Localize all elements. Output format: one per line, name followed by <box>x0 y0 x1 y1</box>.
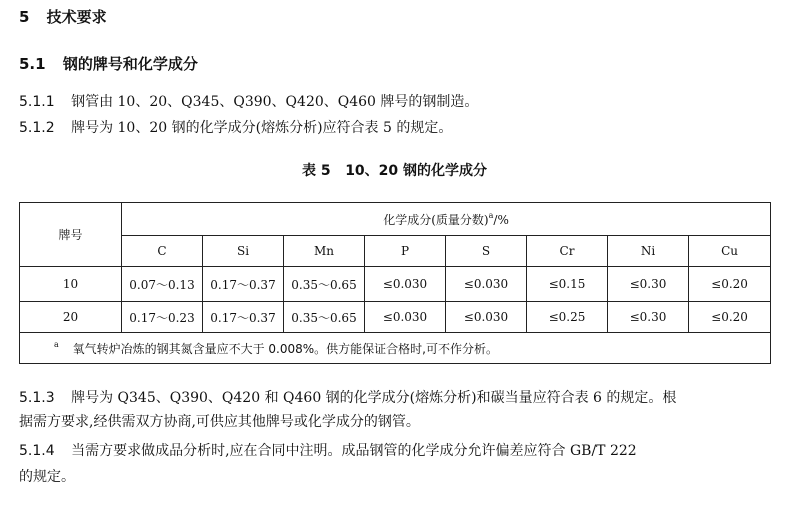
clause-number: 5.1.2 <box>19 120 55 136</box>
clause-5-1-4-cont: 的规定。 <box>19 469 75 485</box>
value-cell: ≤0.20 <box>689 267 771 302</box>
value-cell: ≤0.20 <box>689 302 771 333</box>
element-header: Cu <box>689 236 771 267</box>
grade-cell: 20 <box>20 302 122 333</box>
element-header: S <box>446 236 527 267</box>
value-cell: 0.17～0.37 <box>203 302 284 333</box>
subsection-title: 钢的牌号和化学成分 <box>62 55 198 73</box>
element-header: Ni <box>608 236 689 267</box>
clause-5-1-3 <box>19 387 676 409</box>
clause-5-1-2 <box>19 117 452 139</box>
element-header: Si <box>203 236 284 267</box>
clause-text: 牌号为 10、20 钢的化学成分(熔炼分析)应符合表 5 的规定。 <box>71 120 453 136</box>
grade-header: 牌号 <box>20 203 122 267</box>
value-cell: 0.17～0.37 <box>203 267 284 302</box>
element-header: Mn <box>284 236 365 267</box>
table-footnote <box>20 333 771 364</box>
value-cell: 0.17～0.23 <box>122 302 203 333</box>
footnote-mark: a <box>54 339 59 349</box>
clause-text-line1: 牌号为 Q345、Q390、Q420 和 Q460 钢的化学成分(熔炼分析)和碳当量应符合表 6 的规定。根 <box>71 390 677 406</box>
clause-number: 5.1.4 <box>19 443 55 459</box>
footnote-text: 氧气转炉冶炼的钢其氮含量应不大于 0.008%。供方能保证合格时,可不作分析。 <box>72 341 498 356</box>
value-cell: ≤0.30 <box>608 302 689 333</box>
footnote-ref: a <box>488 210 494 220</box>
value-cell: ≤0.15 <box>527 267 608 302</box>
value-cell: 0.35～0.65 <box>284 267 365 302</box>
clause-text: 钢管由 10、20、Q345、Q390、Q420、Q460 牌号的钢制造。 <box>71 94 479 110</box>
section-title: 技术要求 <box>46 8 107 26</box>
section-number: 5 <box>19 8 30 26</box>
value-cell: ≤0.25 <box>527 302 608 333</box>
grade-cell: 10 <box>20 267 122 302</box>
section-heading <box>19 6 107 27</box>
group-header-text: 化学成分(质量分数) <box>383 212 489 227</box>
value-cell: 0.35～0.65 <box>284 302 365 333</box>
value-cell: ≤0.030 <box>365 302 446 333</box>
clause-number: 5.1.1 <box>19 94 55 110</box>
table-row <box>20 267 771 302</box>
clause-text-line1: 当需方要求做成品分析时,应在合同中注明。成品钢管的化学成分允许偏差应符合 GB/T 222 <box>71 443 637 459</box>
value-cell: ≤0.30 <box>608 267 689 302</box>
element-header: C <box>122 236 203 267</box>
chemical-composition-table <box>19 202 771 364</box>
subsection-heading <box>19 53 198 74</box>
value-cell: ≤0.030 <box>365 267 446 302</box>
value-cell: ≤0.030 <box>446 302 527 333</box>
clause-5-1-3-cont: 据需方要求,经供需双方协商,可供应其他牌号或化学成分的钢管。 <box>19 414 420 430</box>
group-header-unit: /% <box>493 212 509 227</box>
composition-group-header <box>122 203 771 236</box>
clause-5-1-1 <box>19 91 478 113</box>
element-header: P <box>365 236 446 267</box>
clause-5-1-4 <box>19 440 637 462</box>
clause-number: 5.1.3 <box>19 390 55 406</box>
table-row <box>20 302 771 333</box>
table-caption: 表 5 10、20 钢的化学成分 <box>301 163 488 179</box>
value-cell: 0.07～0.13 <box>122 267 203 302</box>
subsection-number: 5.1 <box>19 55 46 73</box>
element-header: Cr <box>527 236 608 267</box>
value-cell: ≤0.030 <box>446 267 527 302</box>
